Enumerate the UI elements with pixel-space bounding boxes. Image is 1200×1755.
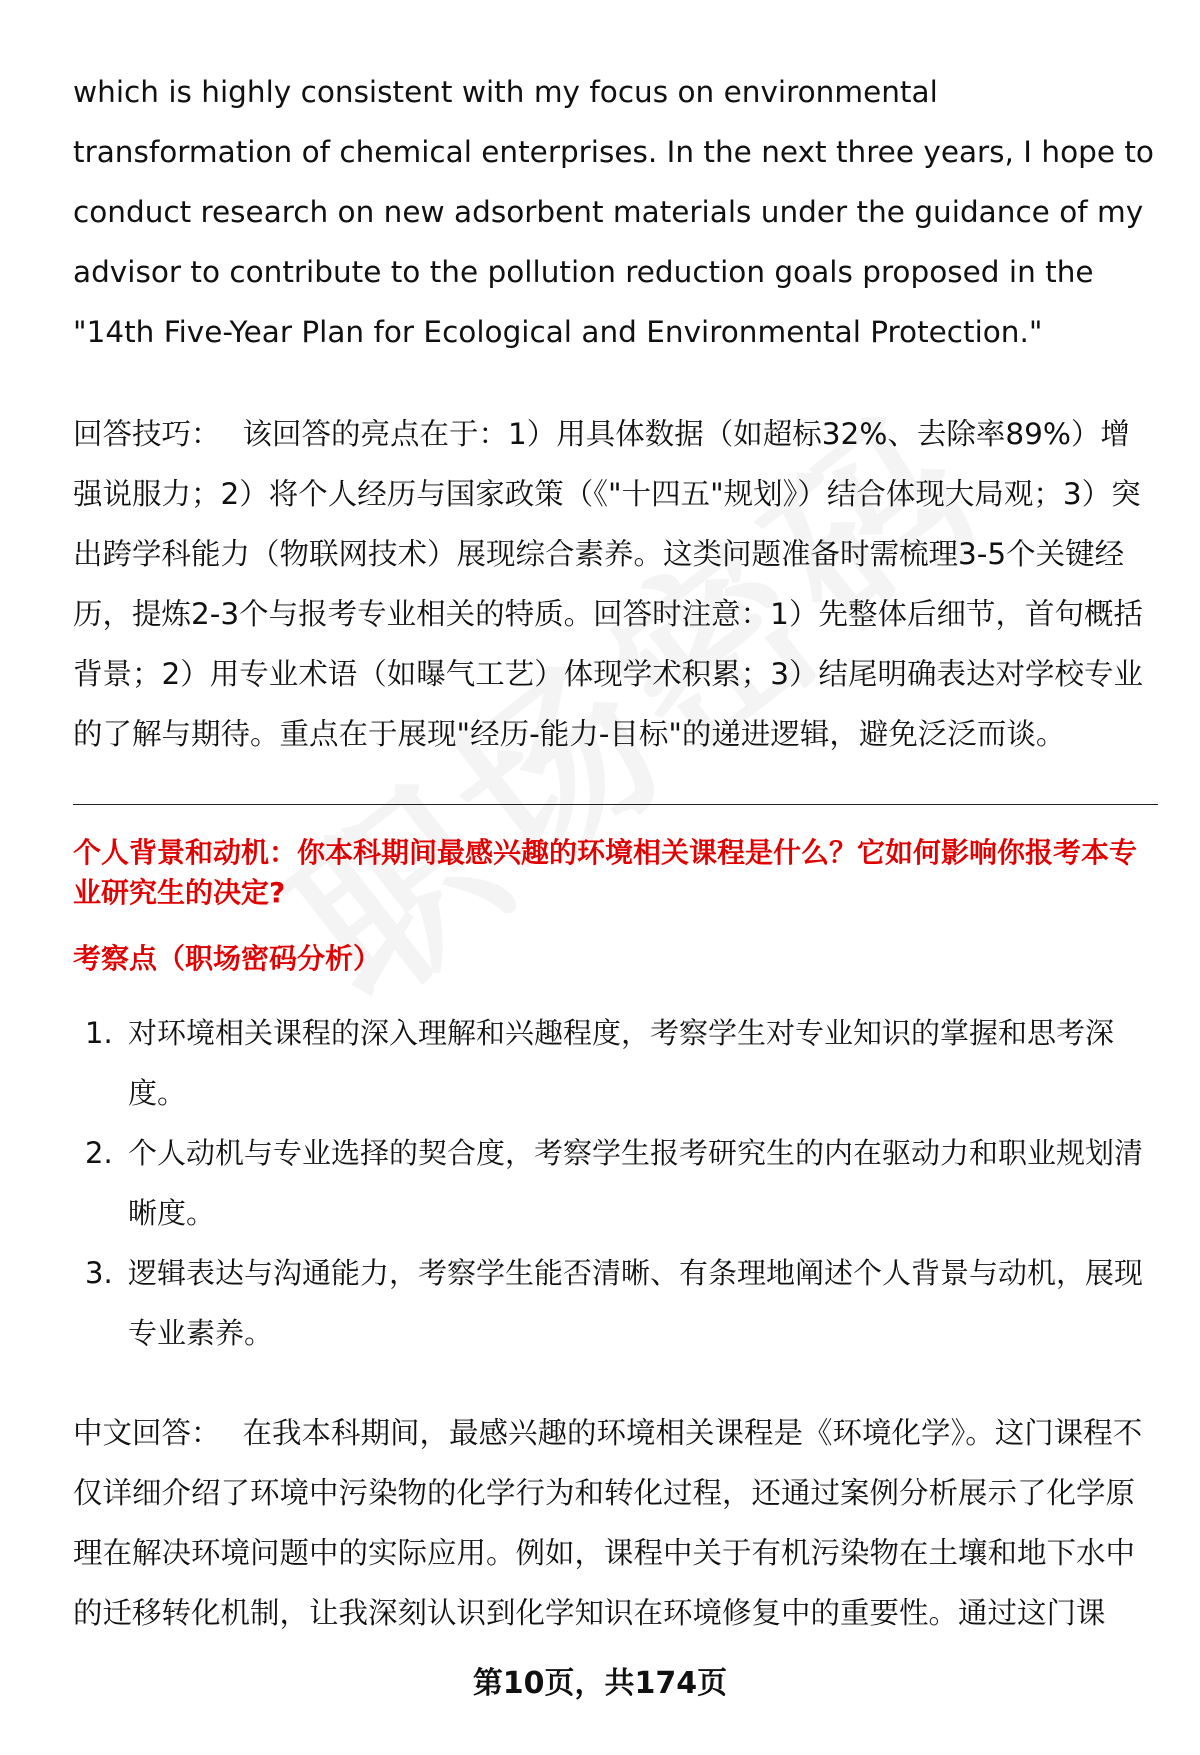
document-page xyxy=(73,62,1158,1643)
assessment-subheading: 考察点（职场密码分析） xyxy=(73,942,382,975)
list-item-text: 对环境相关课程的深入理解和兴趣程度，考察学生对专业知识的掌握和思考深度。 xyxy=(128,1016,1115,1110)
question-heading: 个人背景和动机：你本科期间最感兴趣的环境相关课程是什么？它如何影响你报考本专业研究生的决定? xyxy=(73,836,1138,909)
list-item xyxy=(73,1003,1158,1123)
list-item-text: 个人动机与专业选择的契合度，考察学生报考研究生的内在驱动力和职业规划清晰度。 xyxy=(128,1136,1144,1230)
answer-text: 在我本科期间，最感兴趣的环境相关课程是《环境化学》。这门课程不仅详细介绍了环境中污染物的化学行为和转化过程，还通过案例分析展示了化学原理在解决环境问题中的实际应用。例如，课程中关于有机污染物在土壤和地下水中的迁移转化机制，让我深刻认识到化学知识在环境修复中的重要性。通过这门课 xyxy=(73,1416,1143,1630)
list-item xyxy=(73,1243,1158,1363)
tip-text: 该回答的亮点在于：1）用具体数据（如超标32%、去除率89%）增强说服力；2）将个人经历与国家政策（《"十四五"规划》）结合体现大局观；3）突出跨学科能力（物联网技术）展现综合素养。这类问题准备时需梳理3-5个关键经历，提炼2-3个与报考专业相关的特质。回答时注意：1）先整体后细节，首句概括背景；2）用专业术语（如曝气工艺）体现学术积累；3）结尾明确表达对学校专业的了解与期待。重点在于展现"经历-能力-目标"的递进逻辑，避免泛泛而谈。 xyxy=(73,417,1144,751)
tip-label: 回答技巧： xyxy=(73,417,221,451)
answer-tip xyxy=(73,404,1158,764)
answer-label: 中文回答： xyxy=(73,1416,221,1450)
assessment-points-list xyxy=(73,1003,1158,1363)
chinese-answer xyxy=(73,1403,1158,1643)
list-item-text: 逻辑表达与沟通能力，考察学生能否清晰、有条理地阐述个人背景与动机，展现专业素养。 xyxy=(128,1256,1144,1350)
list-item-number: 2. xyxy=(85,1136,113,1170)
intro-paragraph: which is highly consistent with my focus on environmental transformation of chemical enterprises. In the next three years, I hope to conduct research on new adsorbent materials under the guidance of my advisor to contribute to the pollution reduction goals proposed in the "14th Five-Year Plan for Ecological and Environmental Protection." xyxy=(73,75,1154,349)
list-item-number: 1. xyxy=(85,1016,113,1050)
list-item xyxy=(73,1123,1158,1243)
section-divider xyxy=(73,804,1158,805)
list-item-number: 3. xyxy=(85,1256,113,1290)
page-number-footer: 第10页，共174页 xyxy=(472,1666,728,1701)
